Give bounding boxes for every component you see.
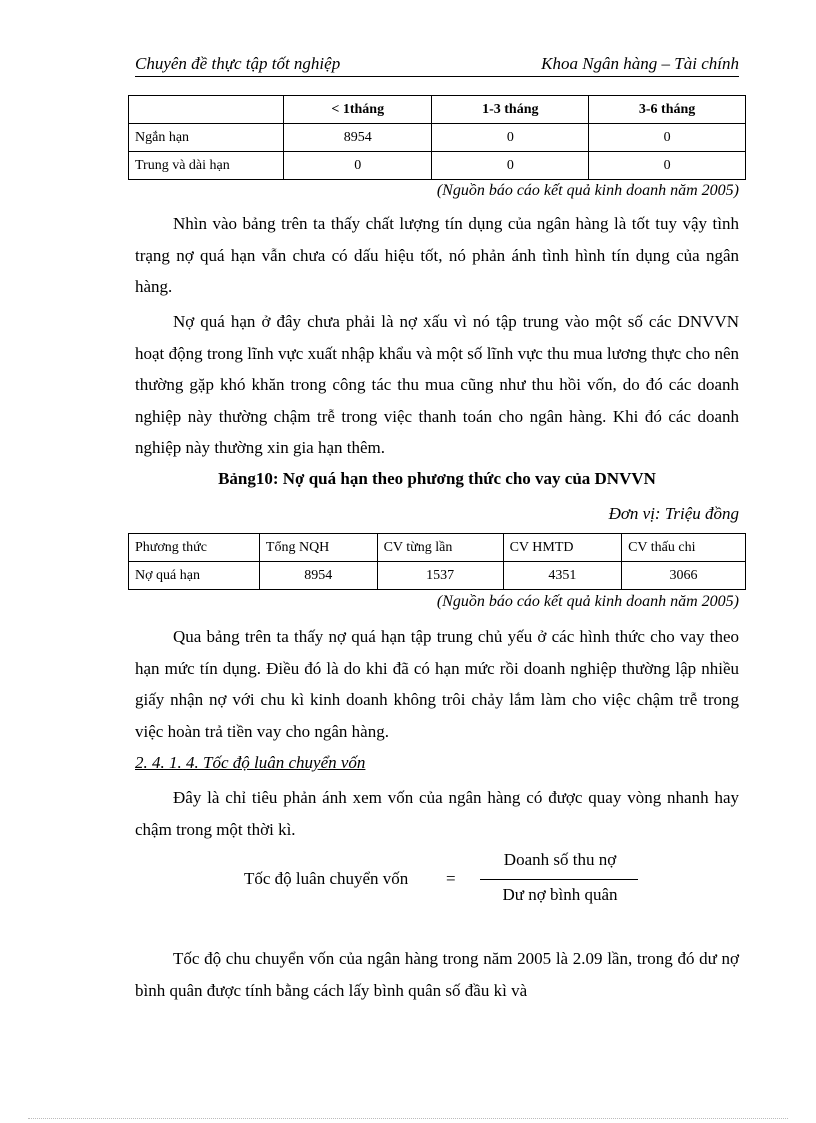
table-cell: 8954 bbox=[259, 562, 377, 590]
formula-denominator: Dư nợ bình quân bbox=[502, 885, 618, 904]
formula bbox=[0, 845, 816, 915]
paragraph-text: Đây là chỉ tiêu phản ánh xem vốn của ngân hàng có được quay vòng nhanh hay chậm trong một thời kì. bbox=[135, 788, 739, 839]
page-header bbox=[135, 54, 739, 77]
table-cell: Nợ quá hạn bbox=[129, 562, 260, 590]
table-cell: 3066 bbox=[622, 562, 746, 590]
source-note: (Nguồn báo cáo kết quả kinh doanh năm 2005) bbox=[436, 182, 739, 199]
paragraph bbox=[135, 621, 739, 747]
paragraph-text: Nợ quá hạn ở đây chưa phải là nợ xấu vì nó tập trung vào một số các DNVVN hoạt động trong lĩnh vực xuất nhập khẩu và một số lĩnh vực thu mua lương thực cho nên thường gặp khó khăn trong công tác thu mua cũng như thu hồi vốn, do đó các doanh nghiệp này thường chậm trễ trong việc thanh toán cho ngân hàng. Khi đó các doanh nghiệp này thường xin gia hạn thêm. bbox=[135, 312, 739, 457]
formula-numerator: Doanh số thu nợ bbox=[503, 850, 617, 869]
paragraph-text: Qua bảng trên ta thấy nợ quá hạn tập trung chủ yếu ở các hình thức cho vay theo hạn mức tín dụng. Điều đó là do khi đã có hạn mức rồi doanh nghiệp thường lập nhiều giấy nhận nợ với chu kì kinh doanh không trôi chảy lắm làm cho việc chậm trễ trong việc hoàn trả tiền vay cho ngân hàng. bbox=[135, 627, 739, 741]
table-cell: Ngắn hạn bbox=[129, 124, 284, 152]
table-row bbox=[129, 562, 746, 590]
table-header-row bbox=[129, 96, 746, 124]
table-cell: 0 bbox=[589, 152, 746, 180]
table-cell: Tổng NQH bbox=[259, 534, 377, 562]
table-cell: 0 bbox=[284, 152, 432, 180]
paragraph bbox=[135, 943, 739, 1006]
table-caption: Bảng10: Nợ quá hạn theo phương thức cho vay của DNVVN bbox=[218, 469, 656, 488]
formula-lhs: Tốc độ luân chuyển vốn bbox=[244, 869, 409, 888]
table-cell: CV HMTD bbox=[503, 534, 622, 562]
source-note: (Nguồn báo cáo kết quả kinh doanh năm 2005) bbox=[436, 593, 739, 610]
table-header-cell: < 1tháng bbox=[284, 96, 432, 124]
table-cell: 4351 bbox=[503, 562, 622, 590]
table-row bbox=[129, 534, 746, 562]
table-header-cell: 3-6 tháng bbox=[589, 96, 746, 124]
table-cell: 0 bbox=[432, 152, 589, 180]
fraction-bar bbox=[480, 879, 638, 880]
paragraph bbox=[135, 782, 739, 845]
table-cell: 1537 bbox=[377, 562, 503, 590]
table-row bbox=[129, 152, 746, 180]
page-bottom-divider bbox=[28, 1118, 788, 1119]
table-header-cell bbox=[129, 96, 284, 124]
table-cell: CV từng lần bbox=[377, 534, 503, 562]
overdue-term-table bbox=[128, 95, 746, 180]
table-cell: 0 bbox=[589, 124, 746, 152]
table-cell: Phương thức bbox=[129, 534, 260, 562]
overdue-method-table bbox=[128, 533, 746, 590]
table-cell: CV thấu chi bbox=[622, 534, 746, 562]
table-header-cell: 1-3 tháng bbox=[432, 96, 589, 124]
paragraph-text: Nhìn vào bảng trên ta thấy chất lượng tín dụng của ngân hàng là tốt tuy vậy tình trạng nợ quá hạn vẫn chưa có dấu hiệu tốt, nó phản ánh tình hình tín dụng của ngân hàng. bbox=[135, 214, 739, 296]
table-row bbox=[129, 124, 746, 152]
section-heading: 2. 4. 1. 4. Tốc độ luân chuyển vốn bbox=[135, 753, 366, 772]
table-cell: Trung và dài hạn bbox=[129, 152, 284, 180]
paragraph bbox=[135, 306, 739, 464]
table-unit: Đơn vị: Triệu đồng bbox=[608, 504, 739, 523]
formula-equals: = bbox=[446, 869, 456, 888]
table-cell: 8954 bbox=[284, 124, 432, 152]
header-left: Chuyên đề thực tập tốt nghiệp bbox=[135, 54, 341, 73]
header-right: Khoa Ngân hàng – Tài chính bbox=[541, 54, 739, 73]
paragraph bbox=[135, 208, 739, 303]
paragraph-text: Tốc độ chu chuyển vốn của ngân hàng trong năm 2005 là 2.09 lần, trong đó dư nợ bình quân được tính bằng cách lấy bình quân số đầu kì và bbox=[135, 949, 739, 1000]
table-cell: 0 bbox=[432, 124, 589, 152]
